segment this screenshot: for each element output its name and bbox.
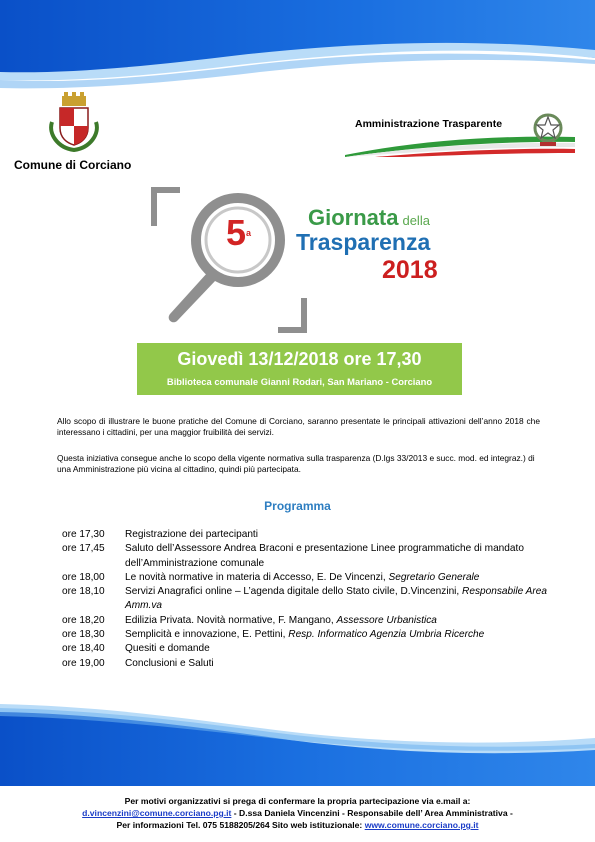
program-desc xyxy=(125,642,562,656)
program-item xyxy=(62,585,562,614)
bottom-wave-decoration xyxy=(0,698,595,786)
coat-of-arms-logo xyxy=(44,92,104,154)
program-role: Segretario Generale xyxy=(388,571,480,583)
program-item xyxy=(62,657,562,671)
giornata-word: Giornata xyxy=(308,205,399,230)
program-role: Assessore Urbanistica xyxy=(336,614,437,626)
footer xyxy=(0,795,595,831)
website-link[interactable]: www.comune.corciano.pg.it xyxy=(364,820,479,830)
magnifier-graphic xyxy=(150,186,310,334)
program-item xyxy=(62,571,562,585)
programma-heading: Programma xyxy=(264,499,331,513)
program-desc xyxy=(125,528,562,542)
date-banner xyxy=(137,343,462,395)
program-desc xyxy=(125,585,562,614)
edition-number-sup: a xyxy=(246,228,252,238)
trasparenza-title: Trasparenza xyxy=(296,229,431,255)
program-time: ore 18,00 xyxy=(62,571,105,583)
footer-line-2 xyxy=(0,807,595,819)
event-venue: Biblioteca comunale Gianni Rodari, San Mariano - Corciano xyxy=(166,376,433,387)
program-desc xyxy=(125,571,562,585)
program-item xyxy=(62,542,562,571)
program-time: ore 18,20 xyxy=(62,614,105,626)
program-item xyxy=(62,642,562,656)
program-text: Conclusioni e Saluti xyxy=(125,657,214,669)
edition-number-digit: 5 xyxy=(226,212,247,253)
italian-republic-emblem xyxy=(530,110,566,150)
program-text: Quesiti e domande xyxy=(125,643,210,655)
program-desc xyxy=(125,614,562,628)
giornata-title xyxy=(308,205,430,231)
edition-number xyxy=(226,213,251,253)
program-role: Responsabile Area Amm.va xyxy=(125,586,547,612)
footer-line-1: Per motivi organizzativi si prega di confermare la propria partecipazione via e.mail a: xyxy=(124,796,471,806)
footer-line-3 xyxy=(0,819,595,831)
admin-trasparente-label: Amministrazione Trasparente xyxy=(355,118,503,130)
program-text: Semplicità e innovazione, E. Pettini, xyxy=(125,629,289,641)
program-time: ore 18,30 xyxy=(62,629,105,641)
top-wave-decoration xyxy=(0,0,595,95)
program-desc xyxy=(125,542,562,571)
program-item xyxy=(62,628,562,642)
program-time: ore 17,45 xyxy=(62,543,105,555)
program-item xyxy=(62,614,562,628)
program-text: Registrazione dei partecipanti xyxy=(125,529,258,540)
program-item xyxy=(62,528,562,542)
intro-paragraph-1: Allo scopo di illustrare le buone pratiche del Comune di Corciano, saranno presentate le principali attivazioni dell’anno 2018 che interessano i cittadini, per una maggior fruibilità dei servizi. xyxy=(57,416,540,437)
program-text: Servizi Anagrafici online – L’agenda digitale dello Stato civile, D.Vincenzini, xyxy=(125,586,463,598)
program-role: Resp. Informatico Agenzia Umbria Ricerche xyxy=(288,629,485,641)
program-time: ore 19,00 xyxy=(62,657,105,669)
footer-info: Per informazioni Tel. 075 5188205/264 Sito web istituzionale: xyxy=(116,820,365,830)
event-date: Giovedì 13/12/2018 ore 17,30 xyxy=(177,349,422,369)
contact-email-link[interactable]: d.vincenzini@comune.corciano.pg.it xyxy=(82,808,232,818)
program-list xyxy=(62,528,562,671)
program-text: Le novità normative in materia di Accesso, E. De Vincenzi, xyxy=(125,571,389,583)
program-time: ore 18,10 xyxy=(62,586,105,598)
program-time: ore 18,40 xyxy=(62,643,105,655)
program-text: Edilizia Privata. Novità normative, F. Mangano, xyxy=(125,614,337,626)
della-word: della xyxy=(402,213,430,228)
comune-name: Comune di Corciano xyxy=(14,158,132,172)
footer-contact-person: - D.ssa Daniela Vincenzini - Responsabile dell’ Area Amministrativa - xyxy=(231,808,513,818)
program-desc xyxy=(125,657,562,671)
program-text: Saluto dell’Assessore Andrea Braconi e presentazione Linee programmatiche di mandato dell’Amministrazione comunale xyxy=(125,543,524,569)
program-time: ore 17,30 xyxy=(62,529,105,540)
intro-paragraph-2: Questa iniziativa consegue anche lo scopo della vigente normativa sulla trasparenza (D.lgs 33/2013 e succ. mod. ed integraz.) di una Amministrazione più vicina al cittadino, quindi più partecipata. xyxy=(57,453,535,474)
year-title: 2018 xyxy=(382,256,438,284)
program-desc xyxy=(125,628,562,642)
